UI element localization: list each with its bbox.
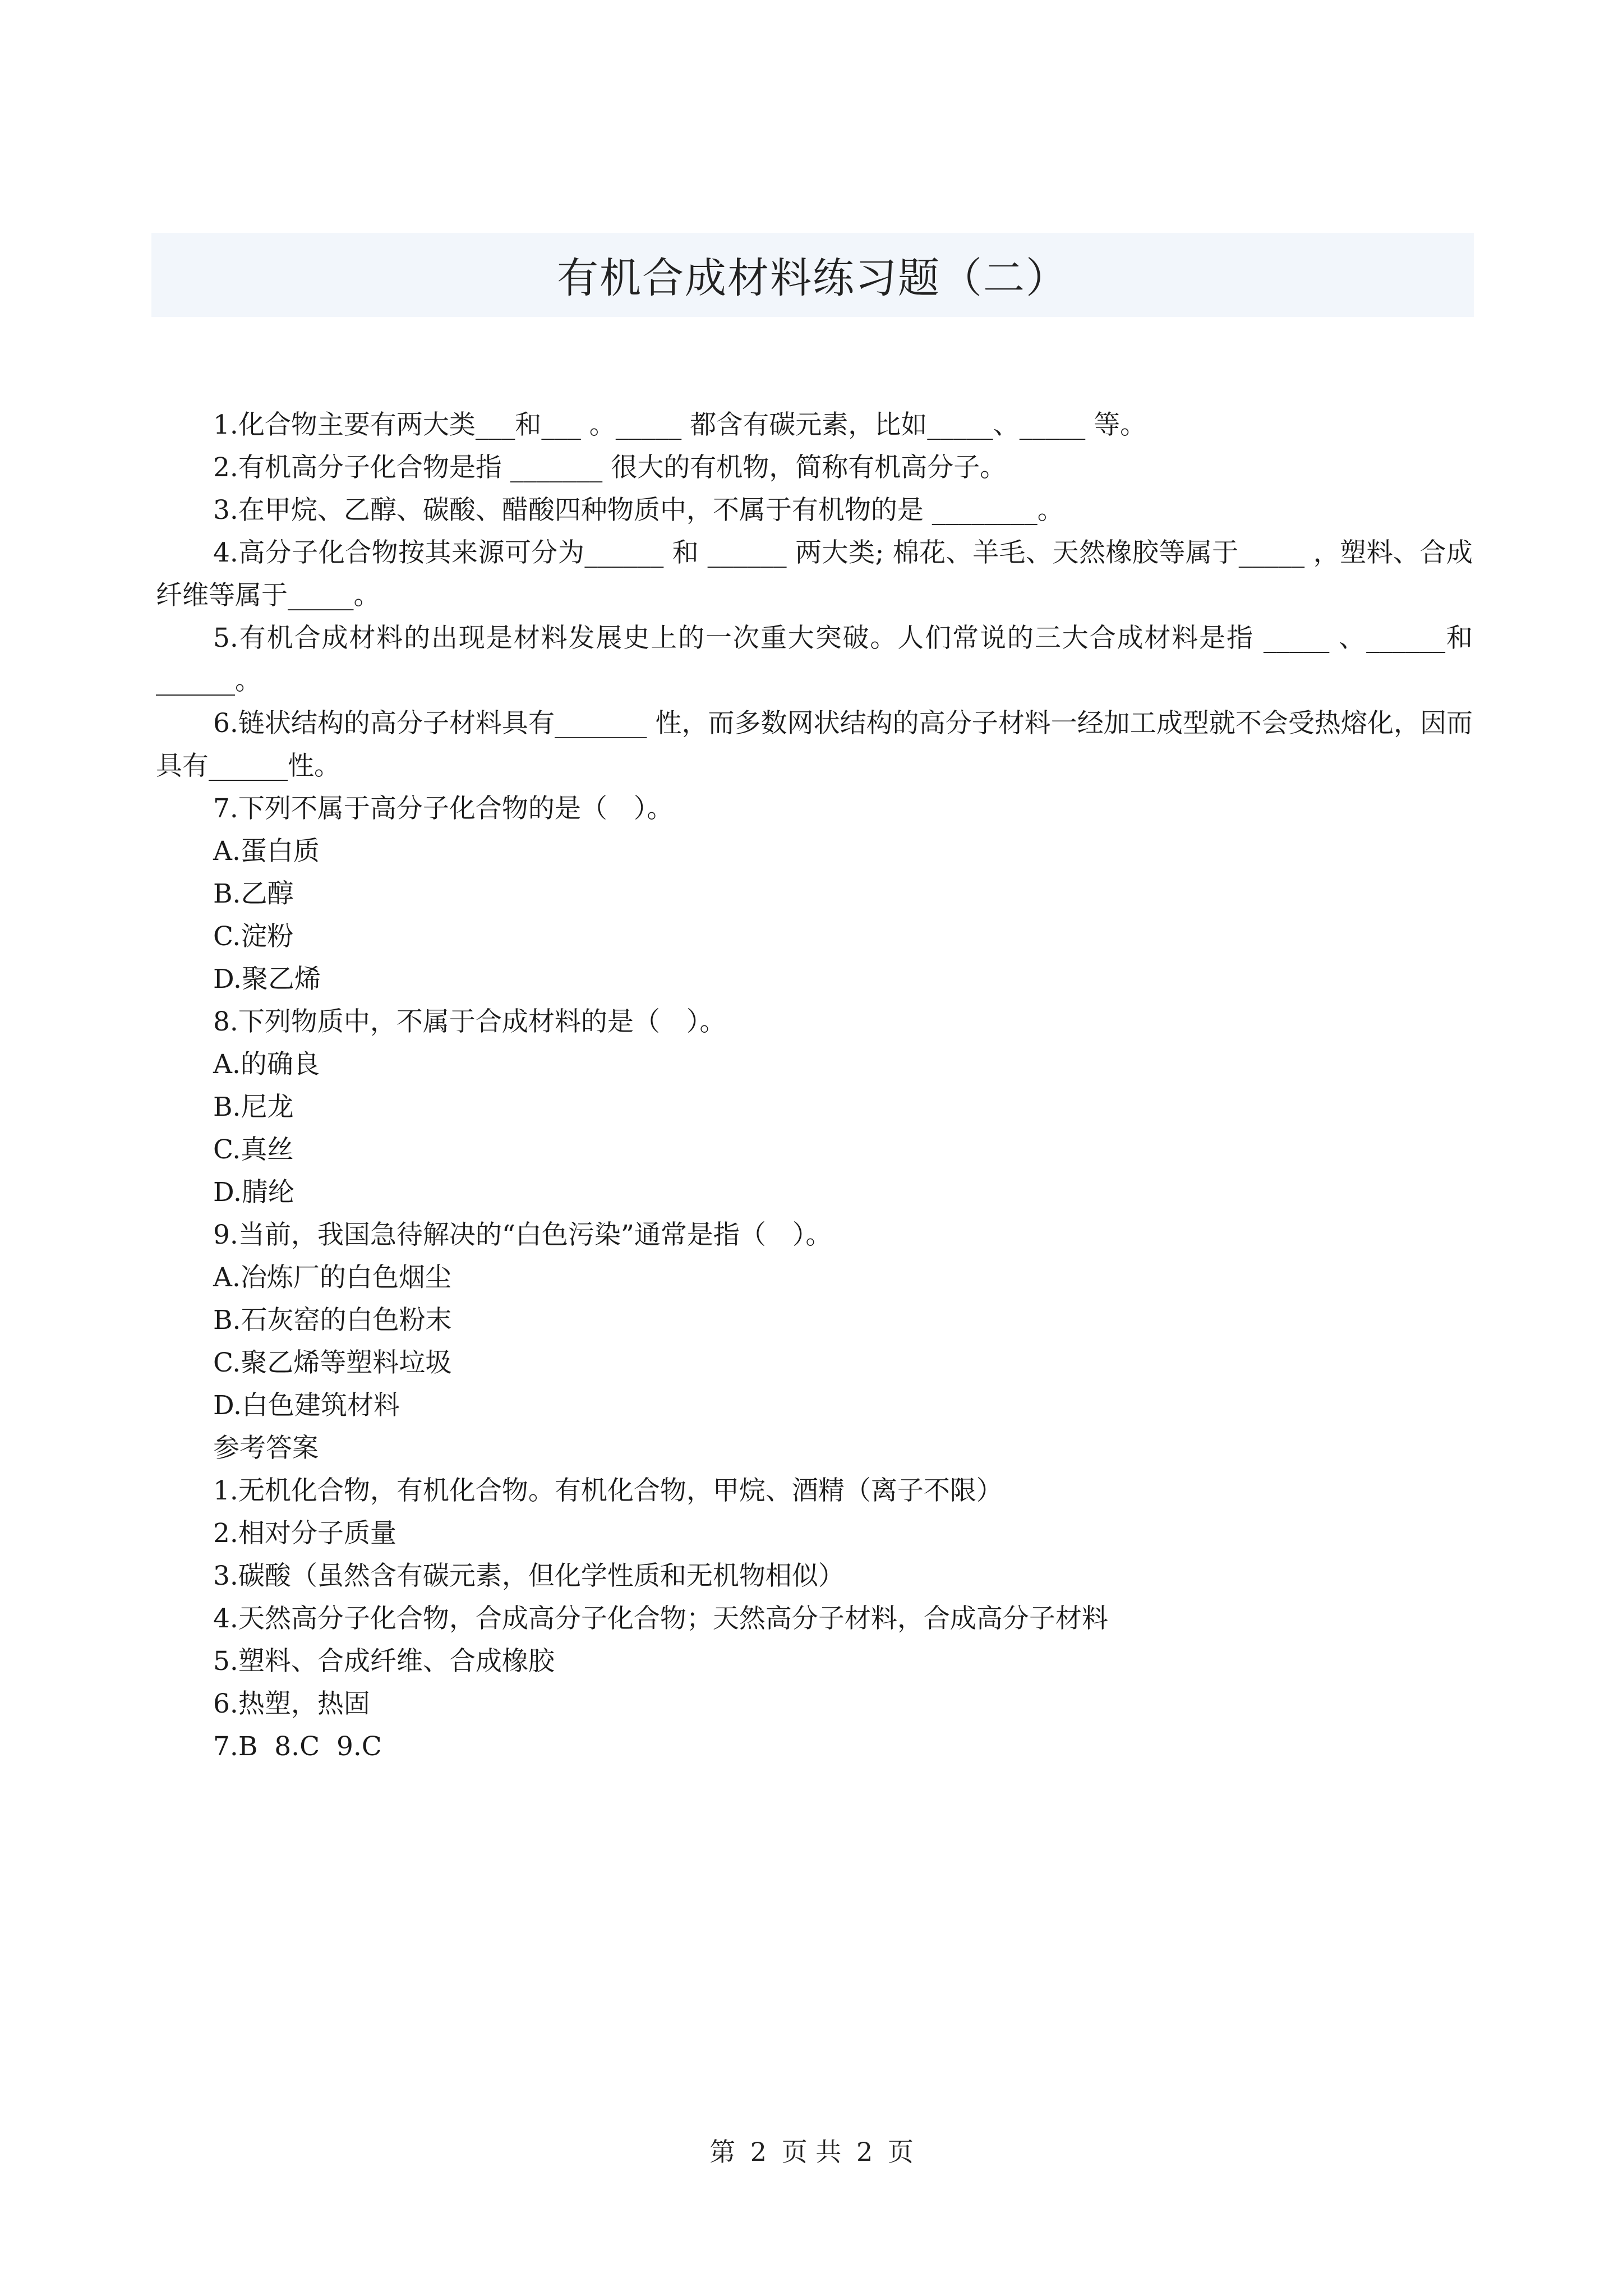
answer-6: 6.热塑，热固 <box>213 1688 370 1719</box>
answer-3: 3.碳酸（虽然含有碳元素，但化学性质和无机物相似） <box>213 1561 845 1591</box>
question-9-option-c: C.聚乙烯等塑料垃圾 <box>213 1347 452 1378</box>
question-7-option-d: D.聚乙烯 <box>213 964 321 995</box>
question-9-option-d: D.白色建筑材料 <box>213 1390 400 1421</box>
answer-5: 5.塑料、合成纤维、合成橡胶 <box>213 1646 555 1677</box>
footer-prefix: 第 <box>709 2137 736 2167</box>
answer-1: 1.无机化合物，有机化合物。有机化合物，甲烷、酒精（离子不限） <box>213 1475 1003 1506</box>
footer-suffix: 页 <box>887 2137 914 2167</box>
question-7-stem: 7.下列不属于高分子化合物的是（ ）。 <box>213 793 674 824</box>
question-7-option-a: A.蛋白质 <box>213 836 320 867</box>
answer-7-9: 7.B 8.C 9.C <box>213 1731 382 1762</box>
question-6: 6.链状结构的高分子材料具有_______ 性，而多数网状结构的高分子材料一经加工成型就不会受热熔化，因而具有______性。 <box>156 708 1473 781</box>
question-2: 2.有机高分子化合物是指 _______ 很大的有机物，简称有机高分子。 <box>213 452 1007 483</box>
question-3: 3.在甲烷、乙醇、碳酸、醋酸四种物质中，不属于有机物的是 ________。 <box>213 495 1064 526</box>
answer-4: 4.天然高分子化合物，合成高分子化合物；天然高分子材料，合成高分子材料 <box>213 1603 1108 1634</box>
page-footer <box>0 2132 1623 2169</box>
footer-total-pages: 2 <box>856 2137 873 2167</box>
document-body <box>156 404 1473 1768</box>
question-8-option-a: A.的确良 <box>213 1049 320 1080</box>
question-8-option-d: D.腈纶 <box>213 1177 294 1208</box>
question-9-stem: 9.当前，我国急待解决的“白色污染”通常是指（ ）。 <box>213 1220 832 1250</box>
answers-heading: 参考答案 <box>213 1433 319 1464</box>
question-4: 4.高分子化合物按其来源可分为______ 和 ______ 两大类; 棉花、羊毛、天然橡胶等属于_____ ，塑料、合成纤维等属于_____。 <box>156 537 1473 611</box>
question-8-option-c: C.真丝 <box>213 1134 294 1165</box>
footer-page-number: 2 <box>750 2137 767 2167</box>
question-8-stem: 8.下列物质中，不属于合成材料的是（ ）。 <box>213 1006 726 1037</box>
question-7-option-c: C.淀粉 <box>213 921 294 952</box>
question-1: 1.化合物主要有两大类___和___ 。_____ 都含有碳元素，比如_____、_____ 等。 <box>213 409 1147 440</box>
question-9-option-a: A.冶炼厂的白色烟尘 <box>213 1262 451 1293</box>
answer-2: 2.相对分子质量 <box>213 1518 396 1549</box>
page-title: 有机合成材料练习题（二） <box>557 254 1068 302</box>
title-band <box>151 233 1474 317</box>
question-5: 5.有机合成材料的出现是材料发展史上的一次重大突破。人们常说的三大合成材料是指 _____ 、______和______。 <box>156 623 1473 696</box>
question-7-option-b: B.乙醇 <box>213 878 294 909</box>
footer-middle: 页 共 <box>781 2137 842 2167</box>
question-9-option-b: B.石灰窑的白色粉末 <box>213 1305 452 1336</box>
question-8-option-b: B.尼龙 <box>213 1092 294 1122</box>
